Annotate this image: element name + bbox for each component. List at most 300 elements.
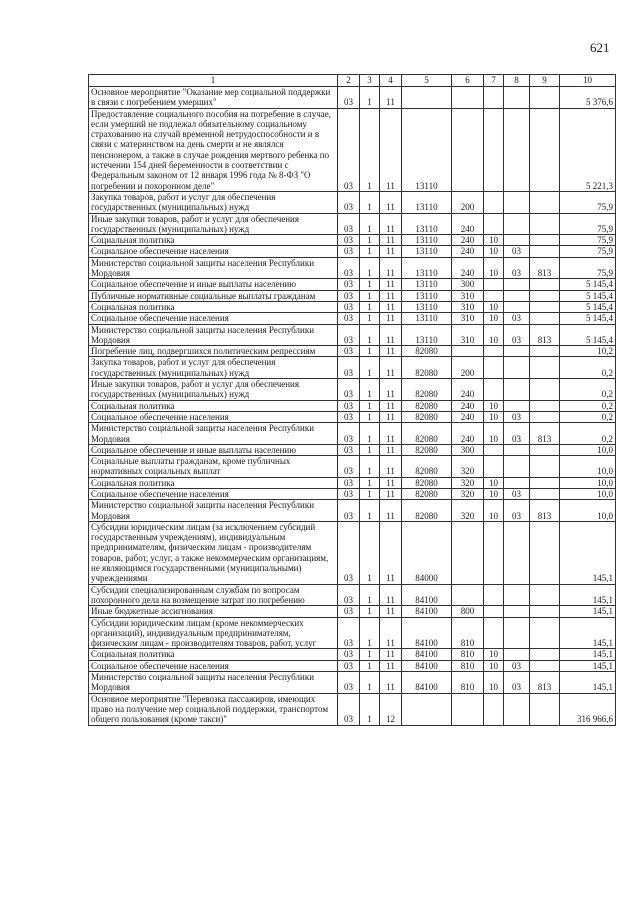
code-cell: 1: [360, 617, 380, 649]
subsection-cell: 03: [504, 257, 530, 279]
header-cell: 9: [530, 75, 560, 87]
department-cell: [530, 649, 560, 660]
row-name-cell: Министерство социальной защиты населения Республики Мордовия: [89, 672, 338, 694]
code-cell: 11: [380, 649, 402, 660]
code-cell: 11: [380, 357, 402, 379]
section-cell: 10: [484, 660, 504, 671]
section-cell: [484, 213, 504, 235]
code-cell: 1: [360, 672, 380, 694]
amount-cell: 5 145,4: [560, 313, 616, 324]
department-cell: 813: [530, 423, 560, 445]
department-cell: [530, 357, 560, 379]
code-cell: 1: [360, 500, 380, 522]
target-article-cell: 13110: [402, 279, 452, 290]
row-name-cell: Социальное обеспечение населения: [89, 246, 338, 257]
header-cell: 5: [402, 75, 452, 87]
target-article-cell: 13110: [402, 235, 452, 246]
row-name-cell: Социальная политика: [89, 301, 338, 312]
code-cell: 1: [360, 87, 380, 109]
code-cell: 11: [380, 411, 402, 422]
code-cell: 1: [360, 213, 380, 235]
code-cell: 1: [360, 313, 380, 324]
section-cell: [484, 606, 504, 617]
section-cell: 10: [484, 257, 504, 279]
code-cell: 1: [360, 660, 380, 671]
code-cell: 1: [360, 257, 380, 279]
code-cell: 11: [380, 400, 402, 411]
section-cell: 10: [484, 477, 504, 488]
expense-type-cell: 810: [452, 617, 484, 649]
code-cell: 11: [380, 606, 402, 617]
section-cell: 10: [484, 500, 504, 522]
amount-cell: 10,0: [560, 456, 616, 478]
code-cell: 11: [380, 246, 402, 257]
target-article-cell: 13110: [402, 246, 452, 257]
code-cell: 11: [380, 521, 402, 584]
row-name-cell: Министерство социальной защиты населения Республики Мордовия: [89, 500, 338, 522]
table-row: [89, 357, 616, 379]
target-article-cell: 13110: [402, 313, 452, 324]
target-article-cell: 82080: [402, 411, 452, 422]
amount-cell: 0,2: [560, 411, 616, 422]
target-article-cell: [402, 87, 452, 109]
target-article-cell: 82080: [402, 456, 452, 478]
code-cell: 03: [338, 606, 360, 617]
code-cell: 1: [360, 246, 380, 257]
code-cell: 03: [338, 313, 360, 324]
row-name-cell: Социальная политика: [89, 235, 338, 246]
subsection-cell: [504, 235, 530, 246]
row-name-cell: Предоставление социального пособия на погребение в случае, если умерший не подлежал обязательному социальному страхованию на случай временной нетрудоспособности и в связи с материнством на день смерти и не являлся пенсионером, а также в случае рождения мертвого ребенка по истечении 154 дней беременности в соответствии с Федеральным законом от 12 января 1996 года № 8-ФЗ "О погребении и похоронном деле": [89, 108, 338, 191]
table-row: [89, 235, 616, 246]
department-cell: [530, 346, 560, 357]
department-cell: [530, 617, 560, 649]
row-name-cell: Социальное обеспечение населения: [89, 411, 338, 422]
expense-type-cell: 320: [452, 488, 484, 499]
code-cell: 03: [338, 584, 360, 606]
header-cell: 6: [452, 75, 484, 87]
subsection-cell: [504, 606, 530, 617]
expense-type-cell: 310: [452, 290, 484, 301]
department-cell: 813: [530, 672, 560, 694]
table-row: [89, 324, 616, 346]
expense-type-cell: [452, 584, 484, 606]
expense-type-cell: [452, 108, 484, 191]
target-article-cell: 82080: [402, 400, 452, 411]
table-row: [89, 660, 616, 671]
code-cell: 11: [380, 191, 402, 213]
row-name-cell: Социальные выплаты гражданам, кроме публичных нормативных социальных выплат: [89, 456, 338, 478]
table-row: [89, 290, 616, 301]
section-cell: 10: [484, 400, 504, 411]
amount-cell: 75,9: [560, 213, 616, 235]
expense-type-cell: 240: [452, 379, 484, 401]
table-row: [89, 108, 616, 191]
section-cell: 10: [484, 411, 504, 422]
header-cell: 3: [360, 75, 380, 87]
department-cell: [530, 660, 560, 671]
target-article-cell: 84000: [402, 521, 452, 584]
code-cell: 1: [360, 279, 380, 290]
table-row: [89, 456, 616, 478]
amount-cell: 10,0: [560, 477, 616, 488]
expense-type-cell: 320: [452, 456, 484, 478]
table-row: [89, 500, 616, 522]
target-article-cell: 82080: [402, 488, 452, 499]
department-cell: [530, 213, 560, 235]
code-cell: 1: [360, 346, 380, 357]
code-cell: 11: [380, 423, 402, 445]
amount-cell: 75,9: [560, 191, 616, 213]
row-name-cell: Социальная политика: [89, 649, 338, 660]
expense-type-cell: 310: [452, 324, 484, 346]
header-cell: 10: [560, 75, 616, 87]
department-cell: 813: [530, 257, 560, 279]
expense-type-cell: 240: [452, 235, 484, 246]
department-cell: [530, 488, 560, 499]
target-article-cell: 84100: [402, 672, 452, 694]
amount-cell: 5 145,4: [560, 279, 616, 290]
row-name-cell: Субсидии специализированным службам по вопросам похоронного дела на возмещение затрат по погребению: [89, 584, 338, 606]
row-name-cell: Социальное обеспечение населения: [89, 313, 338, 324]
department-cell: [530, 606, 560, 617]
amount-cell: 145,1: [560, 617, 616, 649]
target-article-cell: 82080: [402, 444, 452, 455]
code-cell: 1: [360, 411, 380, 422]
expense-type-cell: 810: [452, 649, 484, 660]
subsection-cell: 03: [504, 660, 530, 671]
table-row: [89, 444, 616, 455]
row-name-cell: Социальное обеспечение и иные выплаты населению: [89, 279, 338, 290]
amount-cell: 10,2: [560, 346, 616, 357]
subsection-cell: [504, 444, 530, 455]
code-cell: 03: [338, 346, 360, 357]
table-row: [89, 606, 616, 617]
target-article-cell: 13110: [402, 324, 452, 346]
subsection-cell: [504, 693, 530, 725]
row-name-cell: Иные закупки товаров, работ и услуг для обеспечения государственных (муниципальных) нужд: [89, 379, 338, 401]
row-name-cell: Министерство социальной защиты населения Республики Мордовия: [89, 324, 338, 346]
code-cell: 1: [360, 477, 380, 488]
code-cell: 11: [380, 257, 402, 279]
department-cell: [530, 87, 560, 109]
expense-type-cell: 320: [452, 500, 484, 522]
code-cell: 11: [380, 279, 402, 290]
amount-cell: 10,0: [560, 444, 616, 455]
code-cell: 11: [380, 346, 402, 357]
code-cell: 03: [338, 649, 360, 660]
department-cell: [530, 313, 560, 324]
table-row: [89, 246, 616, 257]
section-cell: [484, 357, 504, 379]
subsection-cell: 03: [504, 488, 530, 499]
code-cell: 1: [360, 400, 380, 411]
code-cell: 1: [360, 357, 380, 379]
code-cell: 11: [380, 488, 402, 499]
table-row: [89, 379, 616, 401]
expense-type-cell: 810: [452, 660, 484, 671]
expense-type-cell: 200: [452, 357, 484, 379]
target-article-cell: 84100: [402, 660, 452, 671]
code-cell: 03: [338, 246, 360, 257]
code-cell: 11: [380, 213, 402, 235]
table-row: [89, 87, 616, 109]
budget-table: [88, 74, 616, 726]
code-cell: 1: [360, 235, 380, 246]
department-cell: [530, 235, 560, 246]
section-cell: [484, 456, 504, 478]
table-row: [89, 672, 616, 694]
section-cell: [484, 108, 504, 191]
department-cell: [530, 477, 560, 488]
code-cell: 1: [360, 606, 380, 617]
department-cell: [530, 279, 560, 290]
expense-type-cell: 240: [452, 213, 484, 235]
section-cell: 10: [484, 488, 504, 499]
section-cell: [484, 617, 504, 649]
expense-type-cell: 240: [452, 246, 484, 257]
table-row: [89, 693, 616, 725]
subsection-cell: [504, 301, 530, 312]
code-cell: 1: [360, 379, 380, 401]
row-name-cell: Закупка товаров, работ и услуг для обеспечения государственных (муниципальных) нужд: [89, 357, 338, 379]
header-cell: 2: [338, 75, 360, 87]
row-name-cell: Министерство социальной защиты населения Республики Мордовия: [89, 423, 338, 445]
code-cell: 03: [338, 191, 360, 213]
row-name-cell: Основное мероприятие "Оказание мер социальной поддержки в связи с погребением умерших": [89, 87, 338, 109]
subsection-cell: 03: [504, 672, 530, 694]
department-cell: 813: [530, 500, 560, 522]
code-cell: 11: [380, 444, 402, 455]
amount-cell: 145,1: [560, 649, 616, 660]
subsection-cell: [504, 477, 530, 488]
code-cell: 03: [338, 660, 360, 671]
department-cell: [530, 521, 560, 584]
amount-cell: 145,1: [560, 584, 616, 606]
department-cell: [530, 246, 560, 257]
subsection-cell: 03: [504, 313, 530, 324]
code-cell: 1: [360, 108, 380, 191]
target-article-cell: 82080: [402, 357, 452, 379]
code-cell: 11: [380, 290, 402, 301]
target-article-cell: 13110: [402, 257, 452, 279]
row-name-cell: Иные бюджетные ассигнования: [89, 606, 338, 617]
subsection-cell: [504, 521, 530, 584]
subsection-cell: [504, 357, 530, 379]
section-cell: [484, 279, 504, 290]
section-cell: 10: [484, 313, 504, 324]
code-cell: 03: [338, 423, 360, 445]
expense-type-cell: 240: [452, 423, 484, 445]
code-cell: 03: [338, 213, 360, 235]
code-cell: 03: [338, 87, 360, 109]
code-cell: 1: [360, 693, 380, 725]
row-name-cell: Социальная политика: [89, 477, 338, 488]
code-cell: 03: [338, 108, 360, 191]
target-article-cell: 82080: [402, 346, 452, 357]
section-cell: [484, 584, 504, 606]
code-cell: 11: [380, 313, 402, 324]
code-cell: 03: [338, 672, 360, 694]
department-cell: [530, 400, 560, 411]
amount-cell: 145,1: [560, 660, 616, 671]
row-name-cell: Закупка товаров, работ и услуг для обеспечения государственных (муниципальных) нужд: [89, 191, 338, 213]
code-cell: 1: [360, 521, 380, 584]
subsection-cell: [504, 87, 530, 109]
code-cell: 1: [360, 324, 380, 346]
code-cell: 11: [380, 87, 402, 109]
subsection-cell: 03: [504, 423, 530, 445]
table-row: [89, 279, 616, 290]
code-cell: 03: [338, 617, 360, 649]
expense-type-cell: 310: [452, 301, 484, 312]
expense-type-cell: 310: [452, 313, 484, 324]
table-row: [89, 257, 616, 279]
code-cell: 1: [360, 649, 380, 660]
table-row: [89, 191, 616, 213]
target-article-cell: 84100: [402, 584, 452, 606]
table-row: [89, 213, 616, 235]
expense-type-cell: 800: [452, 606, 484, 617]
row-name-cell: Погребение лиц, подвергшихся политическим репрессиям: [89, 346, 338, 357]
row-name-cell: Субсидии юридическим лицам (за исключением субсидий государственным учреждениям), индивидуальным предпринимателям, физическим лицам - производителям товаров, работ, услуг, а также некоммерческим организациям, не являющимся государственными (муниципальными) учреждениями: [89, 521, 338, 584]
row-name-cell: Социальное обеспечение населения: [89, 488, 338, 499]
amount-cell: 145,1: [560, 672, 616, 694]
code-cell: 1: [360, 488, 380, 499]
target-article-cell: 84100: [402, 617, 452, 649]
section-cell: 10: [484, 423, 504, 445]
row-name-cell: Субсидии юридическим лицам (кроме некоммерческих организаций), индивидуальным предпринимателям, физическим лицам - производителям товаров, работ, услуг: [89, 617, 338, 649]
department-cell: [530, 693, 560, 725]
expense-type-cell: [452, 521, 484, 584]
row-name-cell: Иные закупки товаров, работ и услуг для обеспечения государственных (муниципальных) нужд: [89, 213, 338, 235]
table-row: [89, 346, 616, 357]
department-cell: [530, 456, 560, 478]
code-cell: 11: [380, 379, 402, 401]
subsection-cell: 03: [504, 324, 530, 346]
amount-cell: 5 221,3: [560, 108, 616, 191]
table-row: [89, 617, 616, 649]
section-cell: [484, 346, 504, 357]
header-cell: 4: [380, 75, 402, 87]
table-row: [89, 423, 616, 445]
expense-type-cell: 810: [452, 672, 484, 694]
subsection-cell: [504, 456, 530, 478]
target-article-cell: 13110: [402, 301, 452, 312]
code-cell: 1: [360, 191, 380, 213]
section-cell: [484, 521, 504, 584]
amount-cell: 5 376,6: [560, 87, 616, 109]
section-cell: 10: [484, 246, 504, 257]
subsection-cell: 03: [504, 246, 530, 257]
subsection-cell: [504, 191, 530, 213]
department-cell: 813: [530, 324, 560, 346]
section-cell: 10: [484, 235, 504, 246]
department-cell: [530, 584, 560, 606]
department-cell: [530, 108, 560, 191]
amount-cell: 75,9: [560, 246, 616, 257]
expense-type-cell: [452, 693, 484, 725]
subsection-cell: [504, 379, 530, 401]
code-cell: 11: [380, 477, 402, 488]
expense-type-cell: [452, 346, 484, 357]
target-article-cell: 13110: [402, 191, 452, 213]
code-cell: 03: [338, 235, 360, 246]
target-article-cell: 13110: [402, 290, 452, 301]
code-cell: 11: [380, 108, 402, 191]
target-article-cell: 82080: [402, 379, 452, 401]
amount-cell: 5 145,4: [560, 290, 616, 301]
subsection-cell: [504, 584, 530, 606]
target-article-cell: 84100: [402, 649, 452, 660]
target-article-cell: 13110: [402, 108, 452, 191]
expense-type-cell: [452, 87, 484, 109]
amount-cell: 0,2: [560, 357, 616, 379]
target-article-cell: 13110: [402, 213, 452, 235]
subsection-cell: [504, 649, 530, 660]
expense-type-cell: 300: [452, 279, 484, 290]
code-cell: 03: [338, 290, 360, 301]
expense-type-cell: 240: [452, 257, 484, 279]
expense-type-cell: 240: [452, 411, 484, 422]
target-article-cell: [402, 693, 452, 725]
amount-cell: 5 145,4: [560, 301, 616, 312]
amount-cell: 0,2: [560, 379, 616, 401]
code-cell: 1: [360, 444, 380, 455]
subsection-cell: [504, 213, 530, 235]
table-row: [89, 400, 616, 411]
department-cell: [530, 444, 560, 455]
code-cell: 11: [380, 584, 402, 606]
expense-type-cell: 300: [452, 444, 484, 455]
section-cell: [484, 693, 504, 725]
table-row: [89, 411, 616, 422]
subsection-cell: [504, 346, 530, 357]
table-header-row: [89, 75, 616, 87]
amount-cell: 10,0: [560, 488, 616, 499]
code-cell: 03: [338, 301, 360, 312]
amount-cell: 145,1: [560, 521, 616, 584]
expense-type-cell: 320: [452, 477, 484, 488]
target-article-cell: 82080: [402, 423, 452, 445]
section-cell: [484, 290, 504, 301]
row-name-cell: Социальное обеспечение и иные выплаты населению: [89, 444, 338, 455]
expense-type-cell: 200: [452, 191, 484, 213]
code-cell: 03: [338, 477, 360, 488]
subsection-cell: [504, 617, 530, 649]
amount-cell: 10,0: [560, 500, 616, 522]
code-cell: 11: [380, 324, 402, 346]
code-cell: 03: [338, 324, 360, 346]
header-cell: 1: [89, 75, 338, 87]
header-cell: 8: [504, 75, 530, 87]
code-cell: 11: [380, 672, 402, 694]
amount-cell: 75,9: [560, 235, 616, 246]
table-row: [89, 649, 616, 660]
code-cell: 1: [360, 584, 380, 606]
subsection-cell: 03: [504, 411, 530, 422]
department-cell: [530, 191, 560, 213]
department-cell: [530, 301, 560, 312]
code-cell: 12: [380, 693, 402, 725]
table-row: [89, 488, 616, 499]
row-name-cell: Социальное обеспечение населения: [89, 660, 338, 671]
code-cell: 03: [338, 379, 360, 401]
section-cell: [484, 87, 504, 109]
code-cell: 11: [380, 301, 402, 312]
amount-cell: 5 145,4: [560, 324, 616, 346]
code-cell: 1: [360, 456, 380, 478]
